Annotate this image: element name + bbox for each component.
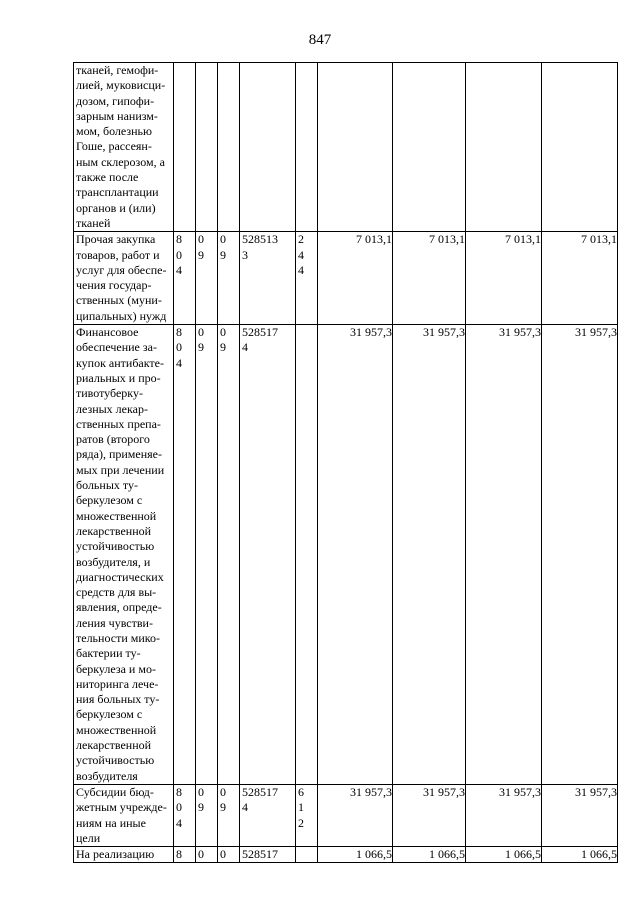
subsection-digits-cell-2: 0 9 [218,784,240,846]
amount-cell-1: 31 957,3 [318,325,393,785]
expense-type-cell [296,847,318,863]
page-number: 847 [308,32,332,48]
subsection-digits-cell-2: 0 [218,847,240,863]
table-row [74,232,618,325]
table-body [74,63,618,863]
amount-cell-2: 1 066,5 [393,847,466,863]
section-digits-cell: 8 0 4 [174,784,196,846]
amount-cell-4: 1 066,5 [542,847,618,863]
amount-cell-2: 7 013,1 [393,232,466,325]
row-name-cell: Прочая закупка товаров, работ и услуг для обеспе- чения государ- ственных (муни- ципальных) нужд [74,232,174,325]
row-name-cell: На реализацию [74,847,174,863]
amount-cell-2: 31 957,3 [393,784,466,846]
expense-type-cell [296,325,318,785]
target-code-cell: 528517 4 [240,325,296,785]
table-row [74,784,618,846]
subsection-digits-cell: 0 9 [196,232,218,325]
expense-type-cell: 2 4 4 [296,232,318,325]
table-row [74,325,618,785]
target-code-cell: 528517 [240,847,296,863]
table-row [74,63,618,232]
row-name-cell: Финансовое обеспечение за- купок антибакте- риальных и про- тивотуберку- лезных лекар- ственных препа- ратов (второго ряда), применяе- мых при лечении больных ту- беркулезом с множественной лекарственной устойчивостью возбудителя, и диагностических средств для вы- явления, опреде- ления чувстви- тельности мико- бактерии ту- беркулеза и мо- ниторинга лече- ния больных ту- беркулезом с множественной лекарственной устойчивостью возбудителя [74,325,174,785]
amount-cell-4: 31 957,3 [542,325,618,785]
section-digits-cell: 8 0 4 [174,232,196,325]
budget-table [73,62,618,863]
amount-cell-3: 31 957,3 [466,325,542,785]
amount-cell-2: 31 957,3 [393,325,466,785]
table-row [74,847,618,863]
expense-type-cell [296,63,318,232]
subsection-digits-cell-2: 0 9 [218,325,240,785]
target-code-cell [240,63,296,232]
subsection-digits-cell-2: 0 9 [218,232,240,325]
subsection-digits-cell: 0 9 [196,784,218,846]
subsection-digits-cell: 0 9 [196,325,218,785]
amount-cell-3: 1 066,5 [466,847,542,863]
amount-cell-4: 7 013,1 [542,232,618,325]
amount-cell-3: 31 957,3 [466,784,542,846]
amount-cell-1: 1 066,5 [318,847,393,863]
amount-cell-1: 31 957,3 [318,784,393,846]
subsection-digits-cell [196,63,218,232]
amount-cell-3: 7 013,1 [466,232,542,325]
amount-cell-4 [542,63,618,232]
target-code-cell: 528517 4 [240,784,296,846]
amount-cell-2 [393,63,466,232]
section-digits-cell: 8 [174,847,196,863]
target-code-cell: 528513 3 [240,232,296,325]
section-digits-cell [174,63,196,232]
amount-cell-4: 31 957,3 [542,784,618,846]
row-name-cell: тканей, гемофи- лией, муковисци- дозом, гипофи- зарным нанизм- мом, болезнью Гоше, рассеян- ным склерозом, а также после трансплантации органов и (или) тканей [74,63,174,232]
row-name-cell: Субсидии бюд- жетным учрежде- ниям на иные цели [74,784,174,846]
amount-cell-1 [318,63,393,232]
amount-cell-3 [466,63,542,232]
subsection-digits-cell: 0 [196,847,218,863]
expense-type-cell: 6 1 2 [296,784,318,846]
subsection-digits-cell-2 [218,63,240,232]
section-digits-cell: 8 0 4 [174,325,196,785]
amount-cell-1: 7 013,1 [318,232,393,325]
